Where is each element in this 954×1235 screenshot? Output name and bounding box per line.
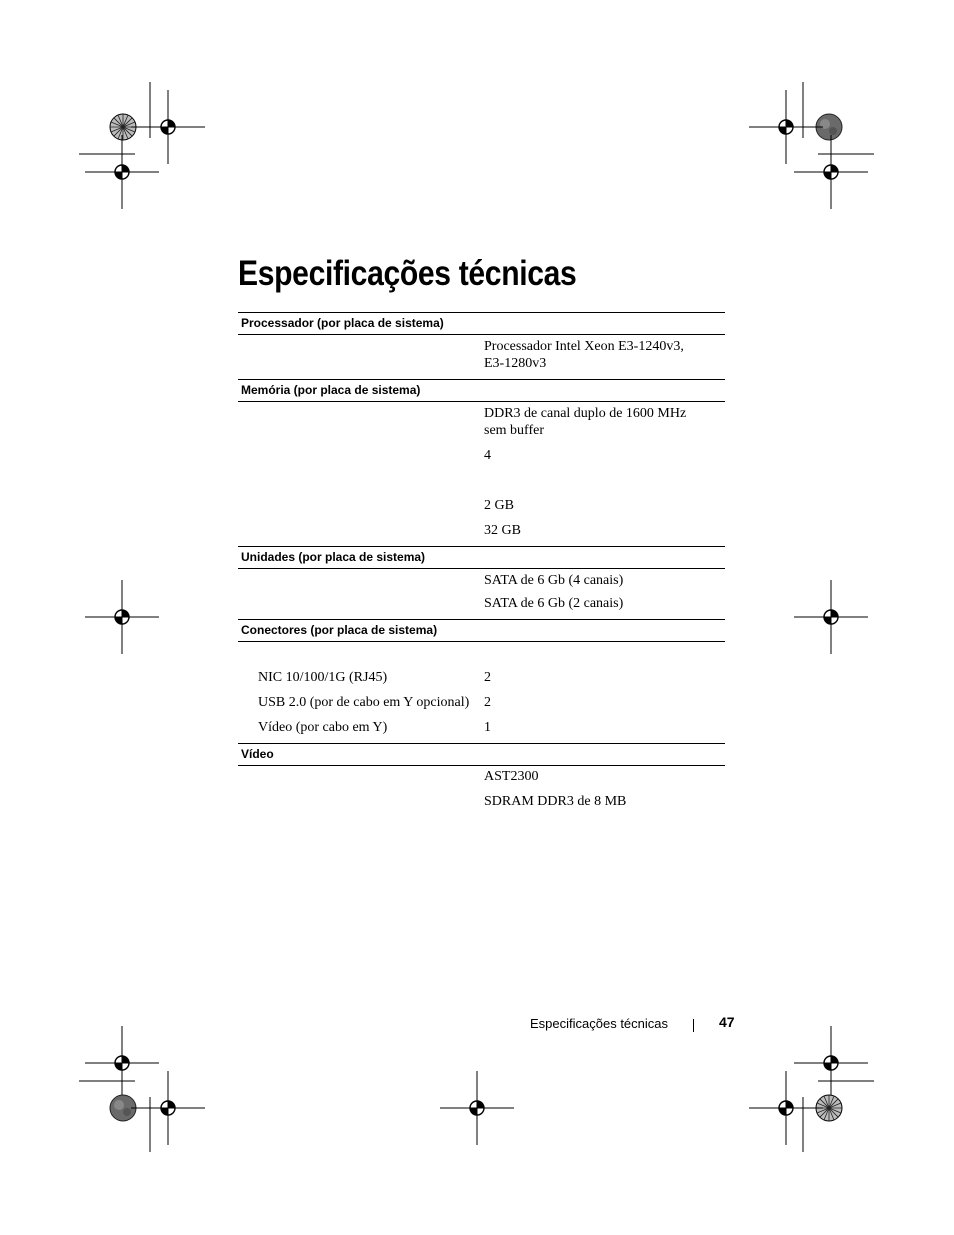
memoria-max-value: 32 GB <box>484 523 521 538</box>
section-body-processador <box>238 335 725 379</box>
memoria-sockets-value: 4 <box>484 448 491 463</box>
section-header-conectores: Conectores (por placa de sistema) <box>238 619 725 642</box>
page-title: Especificações técnicas <box>238 254 577 293</box>
section-body-memoria <box>238 402 725 546</box>
conector-label-usb: USB 2.0 (por de cabo em Y opcional) <box>258 695 470 710</box>
section-header-processador: Processador (por placa de sistema) <box>238 312 725 335</box>
section-header-unidades: Unidades (por placa de sistema) <box>238 546 725 569</box>
conector-value-nic: 2 <box>484 670 491 685</box>
processador-value-line2: E3-1280v3 <box>484 356 547 371</box>
section-body-conectores <box>238 642 725 743</box>
video-memory-value: SDRAM DDR3 de 8 MB <box>484 794 627 809</box>
section-body-video <box>238 766 725 816</box>
section-header-memoria: Memória (por placa de sistema) <box>238 379 725 402</box>
section-header-video: Vídeo <box>238 743 725 766</box>
page-number: 47 <box>719 1014 735 1030</box>
processador-value-line1: Processador Intel Xeon E3-1240v3, <box>484 339 684 354</box>
conector-value-video: 1 <box>484 720 491 735</box>
memoria-type-line1: DDR3 de canal duplo de 1600 MHz <box>484 406 687 421</box>
section-body-unidades <box>238 569 725 619</box>
spec-table <box>238 312 725 816</box>
footer-running-title: Especificações técnicas <box>530 1016 669 1031</box>
footer-separator <box>693 1019 694 1032</box>
memoria-min-value: 2 GB <box>484 498 514 513</box>
memoria-type-line2: sem buffer <box>484 423 544 438</box>
unidades-value-1: SATA de 6 Gb (4 canais) <box>484 573 624 588</box>
conector-label-video: Vídeo (por cabo em Y) <box>258 720 388 735</box>
unidades-value-2: SATA de 6 Gb (2 canais) <box>484 596 624 611</box>
conector-value-usb: 2 <box>484 695 491 710</box>
conector-label-nic: NIC 10/100/1G (RJ45) <box>258 670 388 685</box>
video-controller-value: AST2300 <box>484 769 539 784</box>
